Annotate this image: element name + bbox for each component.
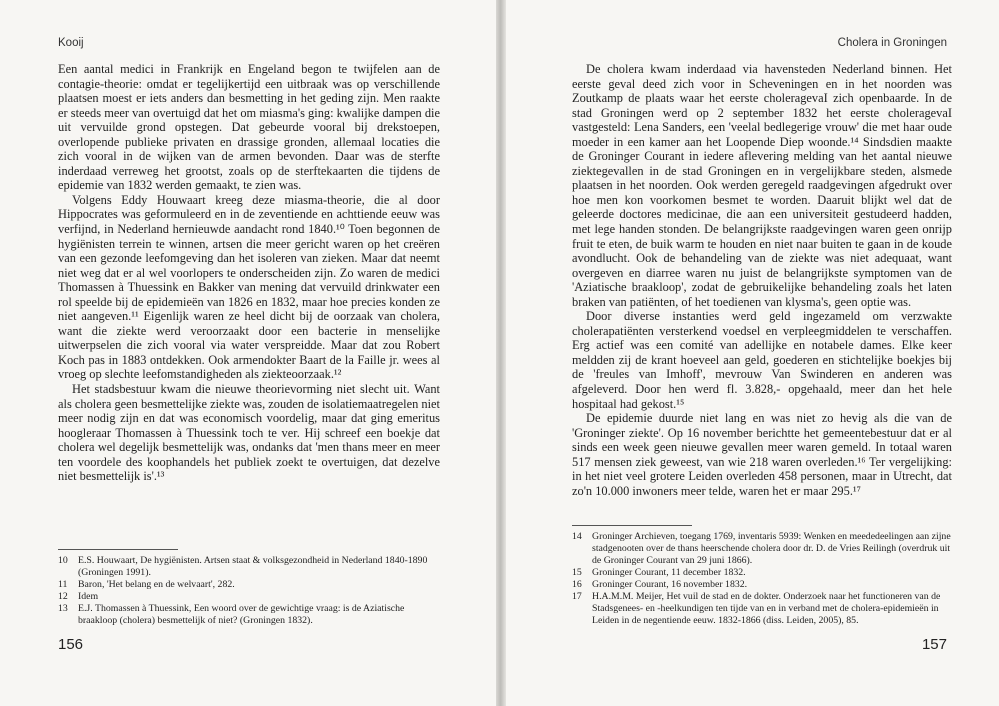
body-text-right xyxy=(572,62,952,498)
footnote: 12 Idem xyxy=(58,591,99,602)
footnote: 17 H.A.M.M. Meijer, Het vuil de stad en de dokter. Onderzoek naar het functioneren van de Stadsgenees- en -heelkundigen ten tijde van en in verband met de cholera-epidemieën in Leiden in de negentiende eeuw. 1832-1866 (diss. Leiden, 2005), 85. xyxy=(572,591,941,626)
running-head-left: Kooij xyxy=(58,37,84,49)
footnotes-right xyxy=(572,531,952,627)
footnote: 10 E.S. Houwaart, De hygiënisten. Artsen staat & volksgezondheid in Nederland 1840-1890 (Groningen 1991). xyxy=(58,555,428,578)
footnote: 13 E.J. Thomassen à Thuessink, Een woord over de gewichtige vraag: is de Aziatische braakloop (cholera) besmettelijk of niet? (Groningen 1832). xyxy=(58,603,405,626)
footnote: 15 Groninger Courant, 11 december 1832. xyxy=(572,567,746,578)
body-text-left xyxy=(58,62,440,484)
footnotes-left xyxy=(58,555,438,627)
paragraph: Het stadsbestuur kwam die nieuwe theorievorming niet slecht uit. Want als cholera geen besmettelijke ziekte was, zouden de isolatiemaatregelen niet meer nodig zijn en dat was economisch voordelig, maar dat ging emeritus hoogleraar Thomassen à Thuessink toch te ver. Hij schreef een boekje dat cholera wel degelijk besmettelijk was, ondanks dat 'men thans meer en meer ten voordele des koophandels het publiek zoekt te overtuigen, dat dezelve niet besmettelijk is'.¹³ xyxy=(58,382,440,484)
page-number-left: 156 xyxy=(58,636,84,653)
paragraph: De epidemie duurde niet lang en was niet zo hevig als die van de 'Groninger ziekte'. Op 16 november berichtte het gemeentebestuur dat er al sinds een week geen nieuwe gevallen meer waren gemeld. In totaal waren 517 mensen ziek geweest, van wie 218 waren overleden.¹⁶ Ter vergelijking: in het niet veel grotere Leiden overleden 458 personen, maar in Utrecht, dat zo'n 10.000 inwoners meer telde, waren het er maar 295.¹⁷ xyxy=(572,411,952,498)
running-head-right: Cholera in Groningen xyxy=(837,37,947,49)
paragraph: Volgens Eddy Houwaart kreeg deze miasma-theorie, die al door Hippocrates was geformuleerd en in de zeventiende en achttiende eeuw was verfijnd, in Nederland hernieuwde aandacht rond 1840.¹⁰ Toen begonnen de hygiënisten terrein te winnen, artsen die meer gericht waren op het creëren van een gezonde leefomgeving dan het isoleren van zieken. Maar dat neemt niet weg dat er al wel voorlopers te onderscheiden zijn. Zo waren de medici Thomassen à Thuessink en Bakker van mening dat vervuild drinkwater een rol speelde bij de epidemieën van 1826 en 1832, maar hoe precies konden ze niet aangeven.¹¹ Eigenlijk waren ze heel dicht bij de oorzaak van cholera, want die ziekte werd veroorzaakt door een bacterie in menselijke uitwerpselen die zich vooral via water verspreidde. Maar dat zou Robert Koch pas in 1883 ontdekken. Ook armendokter Baart de la Faille jr. wees al vroeg op slechte leefomstandigheden als ziekteoorzaak.¹² xyxy=(58,192,440,382)
paragraph: De cholera kwam inderdaad via havensteden Nederland binnen. Het eerste geval deed zich voor in Scheveningen en in het noorden was Zoutkamp de plaats waar het eerste choleragevaI zich openbaarde. In de stad Groningen werd op 2 september 1832 het eerste choleragevaI vastgesteld: Lena Sanders, een 'veelal bedlegerige vrouw' die met haar oude moeder in een kamer aan het Loopende Diep woonde.¹⁴ Sindsdien maakte de Groninger Courant in iedere aflevering melding van het aantal nieuwe ziektegevallen in de stad Groningen en in vergelijkbare steden, alsmede plaatsen in het noorden. Ook werden geregeld raadgevingen afgedrukt over hoe men kon voorkomen besmet te worden. Daaruit blijkt wel dat de geleerde doctores medicinae, die aan een universiteit gestudeerd hadden, met lege handen stonden. De belangrijkste raadgevingen waren geen onrijp fruit te eten, de buik warm te houden en niet naar buiten te gaan in de koude avondlucht. Ook de behandeling van de ziekte was niet adequaat, want overgeven en diarree waren nu juist de belangrijkste symptomen van de 'Aziatische braakloop', zodat de gebruikelijke behandeling zoals het laten braken van patiënten, of het toedienen van klysma's, geen optie was. xyxy=(572,62,952,309)
book-gutter xyxy=(496,0,506,706)
paragraph: Een aantal medici in Frankrijk en Engeland begon te twijfelen aan de contagie-theorie: omdat er tegelijkertijd een uitbraak was op verschillende plaatsen moest er iets anders dan besmetting in het geding zijn. Men raakte er steeds meer van overtuigd dat het om miasma's ging: kwalijke dampen die uit vervuilde grond opstegen. Dat gebeurde vooral bij drekstoepen, overlopende publieke privaten en drassige gronden, allemaal locaties die zich vooral in de wijken van de armen bevonden. Daar was de sterfte inderdaad verreweg het grootst, zoals op de sterftekaarten die tijdens de epidemie van 1832 werden gemaakt, te zien was. xyxy=(58,62,440,193)
footnote: 11 Baron, 'Het belang en de welvaart', 282. xyxy=(58,579,235,590)
footnote: 14 Groninger Archieven, toegang 1769, inventaris 5939: Wenken en meededeelingen aan zijne stadgenooten over de thans heerschende cholera door dr. D. de Vries Reilingh (overdruk uit de Groninger Courant van 29 juni 1866). xyxy=(572,531,951,566)
page-number-right: 157 xyxy=(921,636,947,653)
footnote-rule xyxy=(58,549,178,550)
footnote-rule xyxy=(572,525,692,526)
footnote: 16 Groninger Courant, 16 november 1832. xyxy=(572,579,748,590)
paragraph: Door diverse instanties werd geld ingezameld om verzwakte cholerapatiënten versterkend voedsel en verpleegmiddelen te verschaffen. Erg actief was een comité van adellijke en notabele dames. Elke keer meldden zij de krant hoeveel aan geld, goederen en stichtelijke boekjes bij de 'freules van Imhoff', mevrouw Van Swinderen en anderen was afgeleverd. Door hen werd fl. 3.828,- opgehaald, meer dan het hele hospitaal had gekost.¹⁵ xyxy=(572,309,952,411)
right-page xyxy=(506,0,999,706)
left-page xyxy=(0,0,496,706)
